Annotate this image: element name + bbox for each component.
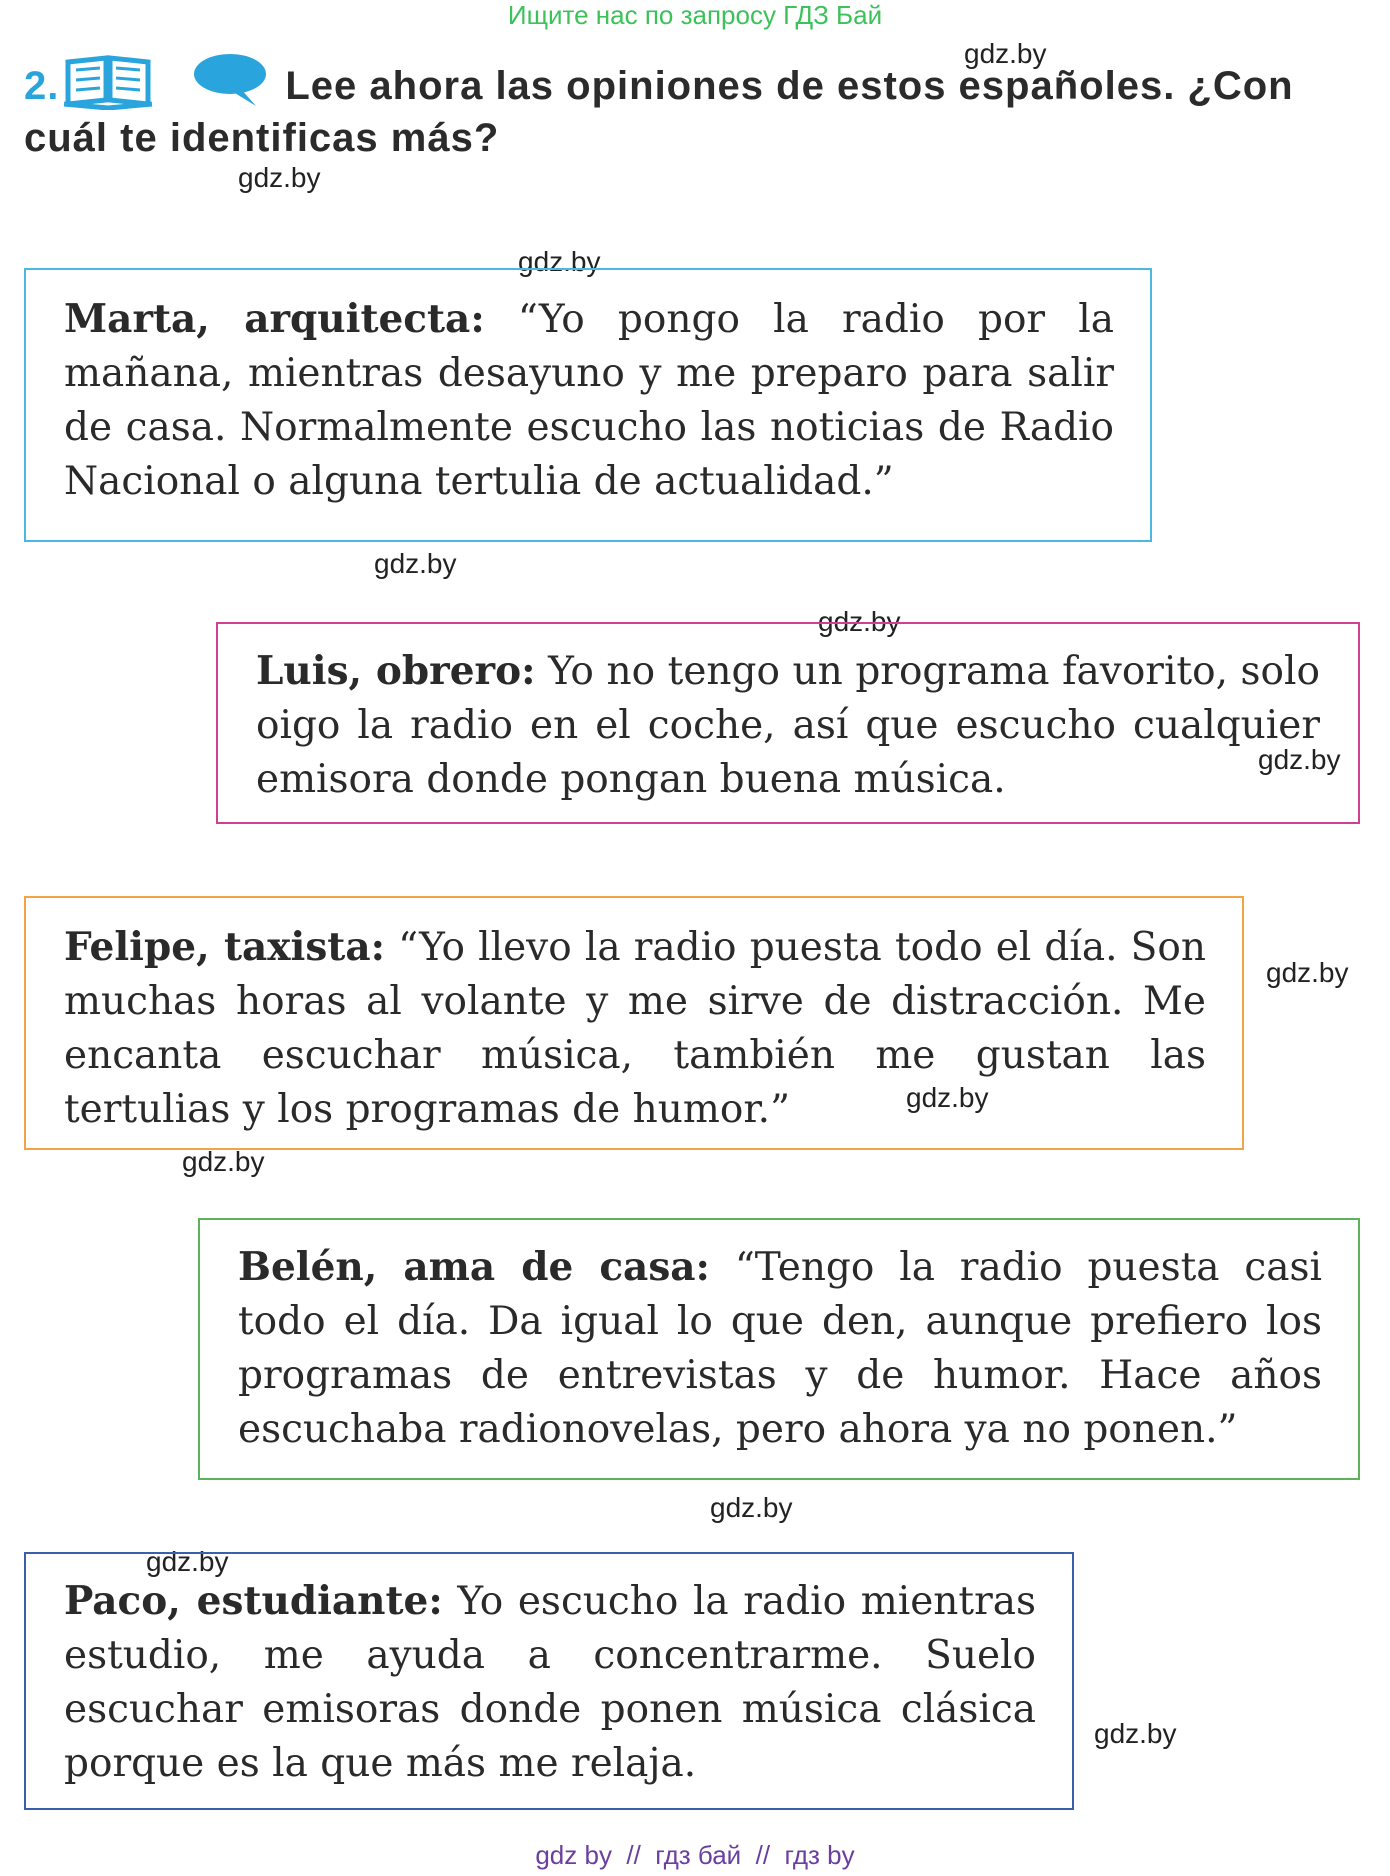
watermark: gdz.by [518,246,601,277]
opinion-text: “Tengo la radio puesta casi todo el día. Da igual lo que den, aunque prefiero los programas de entrevistas y de humor. Hace años escuchaba radionovelas, pero ahora ya no ponen.” [238,1245,1322,1452]
footer-links[interactable]: gdz by // гдз бай // гдз by [535,1840,855,1870]
watermark: gdz.by [906,1082,989,1113]
exercise-instruction: Lee ahora las opiniones de estos españoles. ¿Con cuál te identificas más? [24,64,1294,160]
watermark: gdz.by [964,38,1047,69]
opinion-author: Paco, estudiante: [64,1578,443,1624]
exercise-number: 2. [24,64,60,108]
watermark: gdz.by [1094,1718,1177,1749]
watermark: gdz.by [1266,957,1349,988]
watermark: gdz.by [818,606,901,637]
speech-bubble-icon [190,52,270,108]
opinion-author: Belén, ama de casa: [238,1244,710,1290]
opinion-text: “Yo llevo la radio puesta todo el día. Son muchas horas al volante y me sirve de distracción. Me encanta escuchar música, también me gustan las tertulias y los programas de humor.” [64,925,1206,1132]
opinion-box-marta [24,268,1152,542]
book-icon [60,50,156,110]
opinion-text: Yo no tengo un programa favorito, solo oigo la radio en el coche, así que escucho cualquier emisora donde pongan buena música. [256,649,1320,802]
opinion-box-paco [24,1552,1074,1810]
opinion-author: Marta, arquitecta: [64,296,485,342]
watermark: gdz.by [182,1146,265,1177]
opinion-box-belen [198,1218,1360,1480]
opinion-box-luis [216,622,1360,824]
top-search-hint[interactable]: Ищите нас по запросу ГДЗ Бай [507,0,883,30]
watermark: gdz.by [146,1546,229,1577]
watermark: gdz.by [238,162,321,193]
opinion-text: “Yo pongo la radio por la mañana, mientras desayuno y me preparo para salir de casa. Normalmente escucho las noticias de Radio Nacional o alguna tertulia de actualidad.” [64,297,1114,504]
opinion-box-felipe [24,896,1244,1150]
opinion-author: Luis, obrero: [256,648,536,694]
watermark: gdz.by [710,1492,793,1523]
watermark: gdz.by [1258,744,1341,775]
watermark: gdz.by [374,548,457,579]
opinion-author: Felipe, taxista: [64,924,385,970]
opinion-text: Yo escucho la radio mientras estudio, me ayuda a concentrarme. Suelo escuchar emisoras donde ponen música clásica porque es la que más me relaja. [64,1579,1036,1786]
